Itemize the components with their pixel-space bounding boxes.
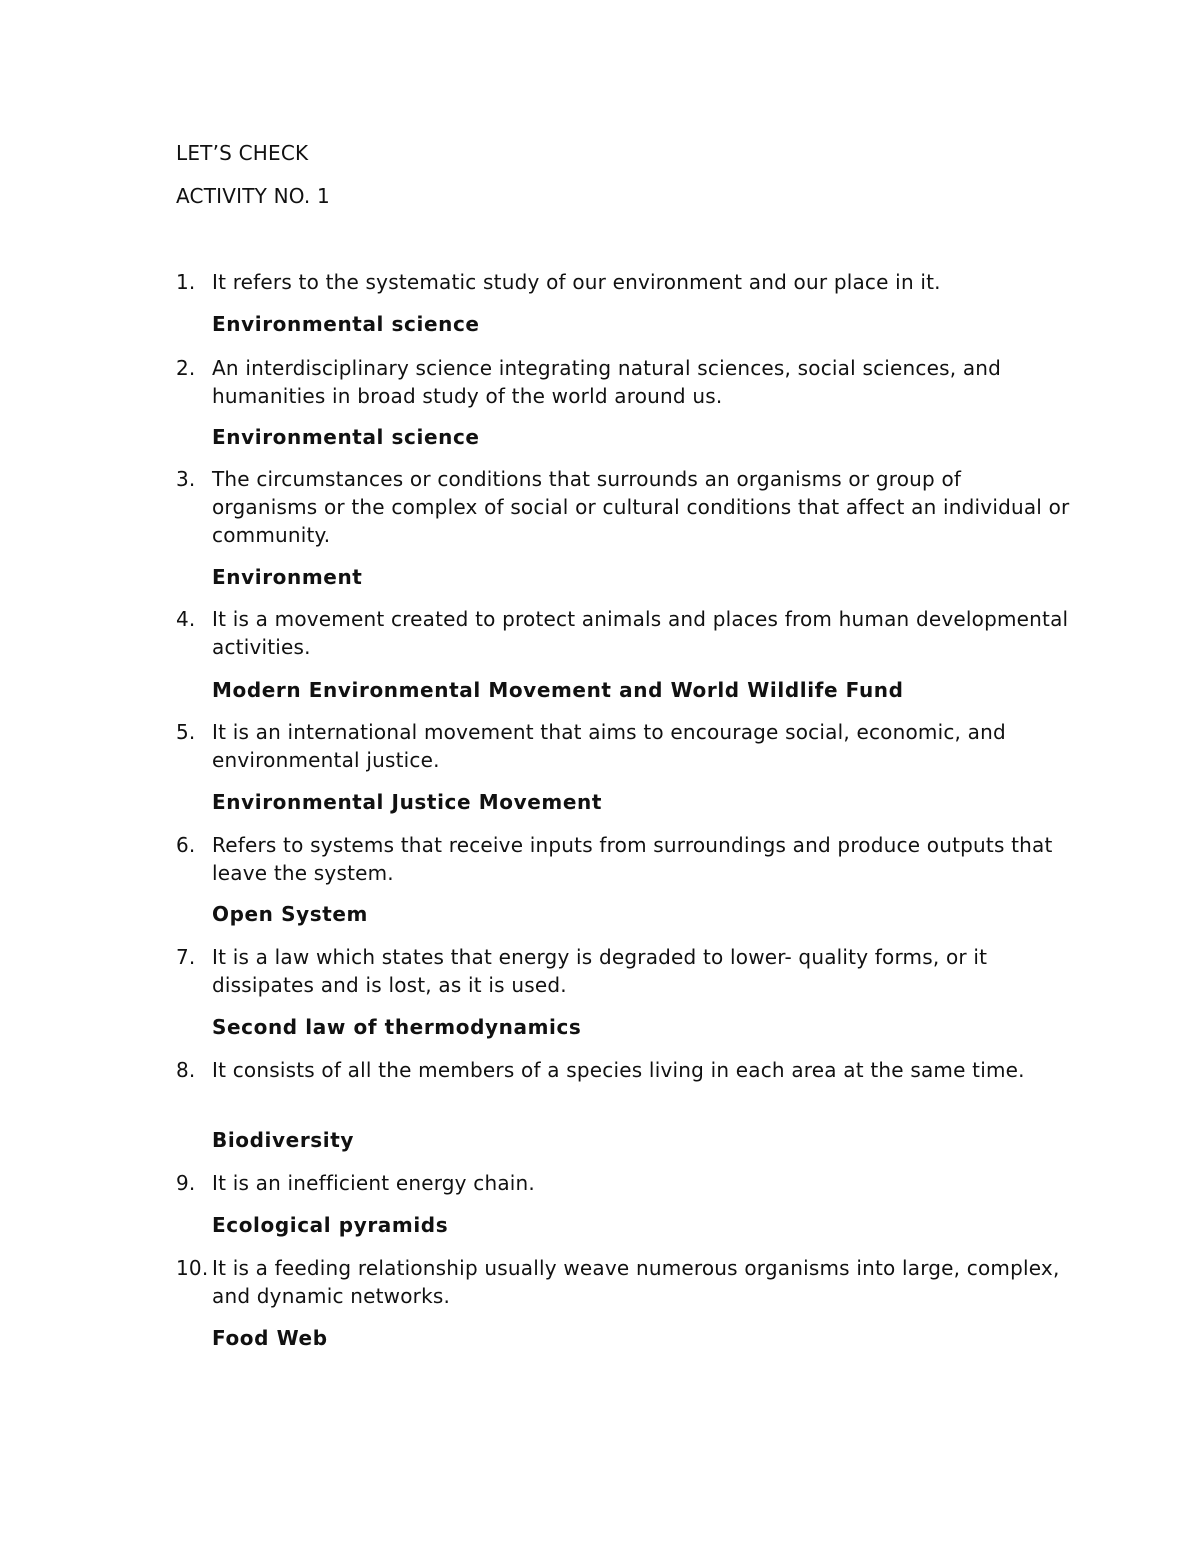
- question-item-1: [176, 268, 1076, 296]
- question-item-4: [176, 605, 1076, 661]
- question-item-10: [176, 1254, 1076, 1310]
- question-number: 10.: [176, 1256, 209, 1280]
- question-number: 8.: [176, 1058, 196, 1082]
- question-text: It is a movement created to protect animals and places from human developmental activities.: [212, 607, 1069, 659]
- question-item-9: [176, 1169, 1076, 1197]
- answer-2: Environmental science: [212, 425, 480, 449]
- question-text: It is an international movement that aims to encourage social, economic, and environmental justice.: [212, 720, 1006, 772]
- question-number: 2.: [176, 356, 196, 380]
- question-item-5: [176, 718, 1076, 774]
- question-number: 9.: [176, 1171, 196, 1195]
- answer-10: Food Web: [212, 1326, 328, 1350]
- question-text: An interdisciplinary science integrating natural sciences, social sciences, and humanities in broad study of the world around us.: [212, 356, 1002, 408]
- question-number: 5.: [176, 720, 196, 744]
- answer-1: Environmental science: [212, 312, 480, 336]
- question-number: 6.: [176, 833, 196, 857]
- activity-subtitle: ACTIVITY NO. 1: [176, 184, 330, 208]
- question-item-7: [176, 943, 1076, 999]
- question-number: 4.: [176, 607, 196, 631]
- question-number: 1.: [176, 270, 196, 294]
- question-text: The circumstances or conditions that surrounds an organisms or group of organisms or the complex of social or cultural conditions that affect an individual or community.: [212, 467, 1070, 547]
- question-item-8: [176, 1056, 1076, 1084]
- question-text: It consists of all the members of a species living in each area at the same time.: [212, 1058, 1025, 1082]
- question-number: 3.: [176, 467, 196, 491]
- question-item-2: [176, 354, 1076, 410]
- question-text: Refers to systems that receive inputs from surroundings and produce outputs that leave the system.: [212, 833, 1053, 885]
- question-item-3: [176, 465, 1076, 549]
- answer-3: Environment: [212, 565, 363, 589]
- answer-6: Open System: [212, 902, 368, 926]
- question-item-6: [176, 831, 1076, 887]
- question-text: It refers to the systematic study of our environment and our place in it.: [212, 270, 941, 294]
- answer-4: Modern Environmental Movement and World Wildlife Fund: [212, 678, 904, 702]
- answer-8: Biodiversity: [212, 1128, 355, 1152]
- answer-9: Ecological pyramids: [212, 1213, 449, 1237]
- question-text: It is a feeding relationship usually weave numerous organisms into large, complex, and dynamic networks.: [212, 1256, 1060, 1308]
- question-number: 7.: [176, 945, 196, 969]
- question-text: It is an inefficient energy chain.: [212, 1171, 535, 1195]
- page-title: LET’S CHECK: [176, 141, 309, 165]
- question-text: It is a law which states that energy is degraded to lower- quality forms, or it dissipates and is lost, as it is used.: [212, 945, 988, 997]
- answer-7: Second law of thermodynamics: [212, 1015, 582, 1039]
- answer-5: Environmental Justice Movement: [212, 790, 602, 814]
